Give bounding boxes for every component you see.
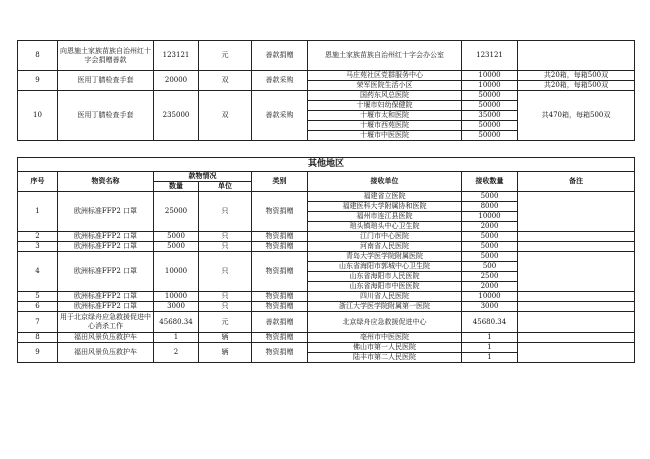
item-name-cell: 欧洲标准FFP2 口罩 bbox=[58, 232, 154, 242]
recipient-cell: 山东省海阳市郭城中心卫生院 bbox=[308, 262, 462, 272]
quantity-cell: 123121 bbox=[154, 41, 199, 71]
recipient-cell: 河南省人民医院 bbox=[308, 242, 462, 252]
header-unit: 单位 bbox=[199, 182, 252, 192]
unit-cell: 只 bbox=[199, 252, 252, 292]
item-name-cell: 福田风景负压救护车 bbox=[58, 333, 154, 343]
quantity-cell: 20000 bbox=[154, 71, 199, 91]
recipient-cell: 十堰市妇幼保健院 bbox=[308, 101, 462, 111]
recipient-cell: 北京绿舟应急救援促进中心 bbox=[308, 312, 462, 333]
item-name-cell: 欧洲标准FFP2 口罩 bbox=[58, 252, 154, 292]
recipient-qty-cell: 5000 bbox=[462, 242, 518, 252]
header-name: 物资名称 bbox=[58, 172, 154, 192]
recipient-cell: 福州市连江县医院 bbox=[308, 212, 462, 222]
recipient-qty-cell: 5000 bbox=[462, 232, 518, 242]
seq-cell: 7 bbox=[18, 312, 58, 333]
seq-cell: 9 bbox=[18, 71, 58, 91]
recipient-cell: 十堰市太和医院 bbox=[308, 111, 462, 121]
quantity-cell: 235000 bbox=[154, 91, 199, 141]
unit-cell: 辆 bbox=[199, 333, 252, 343]
item-name-cell: 欧洲标准FFP2 口罩 bbox=[58, 292, 154, 302]
recipient-cell: 青岛大学医学院附属医院 bbox=[308, 252, 462, 262]
recipient-qty-cell: 1 bbox=[462, 333, 518, 343]
note-cell bbox=[518, 192, 635, 232]
table-row bbox=[18, 71, 635, 81]
recipient-cell: 荣军医院生活小区 bbox=[308, 81, 462, 91]
header-type: 类别 bbox=[252, 172, 308, 192]
recipient-qty-cell: 10000 bbox=[462, 81, 518, 91]
item-name-cell: 欧洲标准FFP2 口罩 bbox=[58, 302, 154, 312]
recipient-cell: 国药东风总医院 bbox=[308, 91, 462, 101]
table-row bbox=[18, 192, 635, 202]
header-group: 款物情况 bbox=[154, 172, 252, 182]
note-cell bbox=[518, 41, 635, 71]
recipient-qty-cell: 5000 bbox=[462, 252, 518, 262]
recipient-cell: 福建省立医院 bbox=[308, 192, 462, 202]
item-name-cell: 用于北京绿舟应急救援促进中心消杀工作 bbox=[58, 312, 154, 333]
table-row bbox=[18, 343, 635, 353]
recipient-qty-cell: 500 bbox=[462, 262, 518, 272]
note-cell bbox=[518, 292, 635, 302]
item-name-cell: 医用丁腈检查手套 bbox=[58, 71, 154, 91]
note-cell bbox=[518, 252, 635, 292]
unit-cell: 双 bbox=[199, 71, 252, 91]
seq-cell: 8 bbox=[18, 333, 58, 343]
recipient-qty-cell: 2000 bbox=[462, 222, 518, 232]
category-cell: 善款捐赠 bbox=[252, 41, 308, 71]
note-cell bbox=[518, 333, 635, 343]
seq-cell: 1 bbox=[18, 192, 58, 232]
quantity-cell: 2 bbox=[154, 343, 199, 363]
unit-cell: 元 bbox=[199, 41, 252, 71]
item-name-cell: 医用丁腈检查手套 bbox=[58, 91, 154, 141]
recipient-qty-cell: 8000 bbox=[462, 202, 518, 212]
note-cell bbox=[518, 232, 635, 242]
quantity-cell: 10000 bbox=[154, 292, 199, 302]
category-cell: 善款采购 bbox=[252, 71, 308, 91]
item-name-cell: 向恩施土家族苗族自治州红十字会捐赠善款 bbox=[58, 41, 154, 71]
recipient-qty-cell: 50000 bbox=[462, 91, 518, 101]
recipient-qty-cell: 45680.34 bbox=[462, 312, 518, 333]
seq-cell: 5 bbox=[18, 292, 58, 302]
seq-cell: 6 bbox=[18, 302, 58, 312]
note-cell bbox=[518, 302, 635, 312]
category-cell: 物资捐赠 bbox=[252, 252, 308, 292]
seq-cell: 8 bbox=[18, 41, 58, 71]
recipient-qty-cell: 50000 bbox=[462, 121, 518, 131]
recipient-qty-cell: 10000 bbox=[462, 292, 518, 302]
recipient-cell: 山东省海阳市人民医院 bbox=[308, 272, 462, 282]
recipient-cell: 十堰市中医医院 bbox=[308, 131, 462, 141]
recipient-qty-cell: 10000 bbox=[462, 212, 518, 222]
note-cell bbox=[518, 242, 635, 252]
item-name-cell: 欧洲标准FFP2 口罩 bbox=[58, 192, 154, 232]
unit-cell: 双 bbox=[199, 91, 252, 141]
category-cell: 物资捐赠 bbox=[252, 192, 308, 232]
quantity-cell: 5000 bbox=[154, 242, 199, 252]
recipient-qty-cell: 123121 bbox=[462, 41, 518, 71]
recipient-cell: 陆丰市第二人民医院 bbox=[308, 353, 462, 363]
header-note: 备注 bbox=[518, 172, 635, 192]
recipient-cell: 浙江大学医学院附属第一医院 bbox=[308, 302, 462, 312]
note-cell bbox=[518, 343, 635, 363]
category-cell: 物资捐赠 bbox=[252, 302, 308, 312]
table-row bbox=[18, 292, 635, 302]
recipient-cell: 四川省人民医院 bbox=[308, 292, 462, 302]
table-row bbox=[18, 41, 635, 71]
category-cell: 物资捐赠 bbox=[252, 343, 308, 363]
header-seq: 序号 bbox=[18, 172, 58, 192]
table-row bbox=[18, 252, 635, 262]
category-cell: 善款采购 bbox=[252, 91, 308, 141]
seq-cell: 3 bbox=[18, 242, 58, 252]
recipient-cell: 十堰市西苑医院 bbox=[308, 121, 462, 131]
unit-cell: 辆 bbox=[199, 343, 252, 363]
category-cell: 物资捐赠 bbox=[252, 292, 308, 302]
table-row bbox=[18, 312, 635, 333]
header-qty: 数量 bbox=[154, 182, 199, 192]
quantity-cell: 1 bbox=[154, 333, 199, 343]
unit-cell: 只 bbox=[199, 192, 252, 232]
seq-cell: 4 bbox=[18, 252, 58, 292]
table-row bbox=[18, 302, 635, 312]
seq-cell: 2 bbox=[18, 232, 58, 242]
category-cell: 物资捐赠 bbox=[252, 242, 308, 252]
unit-cell: 只 bbox=[199, 232, 252, 242]
table-row bbox=[18, 333, 635, 343]
recipient-qty-cell: 2500 bbox=[462, 272, 518, 282]
recipient-qty-cell: 10000 bbox=[462, 71, 518, 81]
recipient-qty-cell: 2000 bbox=[462, 282, 518, 292]
unit-cell: 只 bbox=[199, 242, 252, 252]
category-cell: 物资捐赠 bbox=[252, 333, 308, 343]
table-row bbox=[18, 242, 635, 252]
unit-cell: 只 bbox=[199, 292, 252, 302]
seq-cell: 10 bbox=[18, 91, 58, 141]
recipient-qty-cell: 3000 bbox=[462, 302, 518, 312]
table-row bbox=[18, 91, 635, 101]
recipient-qty-cell: 50000 bbox=[462, 131, 518, 141]
seq-cell: 9 bbox=[18, 343, 58, 363]
item-name-cell: 欧洲标准FFP2 口罩 bbox=[58, 242, 154, 252]
recipient-cell: 亳州市中医医院 bbox=[308, 333, 462, 343]
note-cell: 共20箱，每箱500双 bbox=[518, 71, 635, 81]
recipient-cell: 福建医科大学附属协和医院 bbox=[308, 202, 462, 212]
quantity-cell: 3000 bbox=[154, 302, 199, 312]
unit-cell: 只 bbox=[199, 302, 252, 312]
note-cell: 共20箱，每箱500双 bbox=[518, 81, 635, 91]
recipient-cell: 马庄苑社区党群服务中心 bbox=[308, 71, 462, 81]
quantity-cell: 10000 bbox=[154, 252, 199, 292]
category-cell: 物资捐赠 bbox=[252, 232, 308, 242]
quantity-cell: 25000 bbox=[154, 192, 199, 232]
recipient-cell: 江门市中心医院 bbox=[308, 232, 462, 242]
top-table bbox=[17, 40, 635, 141]
recipient-qty-cell: 50000 bbox=[462, 101, 518, 111]
recipient-cell: 恩施土家族苗族自治州红十字会办公室 bbox=[308, 41, 462, 71]
quantity-cell: 45680.34 bbox=[154, 312, 199, 333]
header-recv-qty: 接收数量 bbox=[462, 172, 518, 192]
recipient-cell: 佛山市第一人民医院 bbox=[308, 343, 462, 353]
bottom-table bbox=[17, 157, 635, 363]
category-cell: 善款捐赠 bbox=[252, 312, 308, 333]
recipient-qty-cell: 35000 bbox=[462, 111, 518, 121]
quantity-cell: 5000 bbox=[154, 232, 199, 242]
recipient-qty-cell: 1 bbox=[462, 353, 518, 363]
recipient-qty-cell: 1 bbox=[462, 343, 518, 353]
note-cell bbox=[518, 312, 635, 333]
unit-cell: 元 bbox=[199, 312, 252, 333]
note-cell: 共470箱，每箱500双 bbox=[518, 91, 635, 141]
section-title: 其他地区 bbox=[18, 158, 635, 172]
recipient-cell: 山东省海阳市中医医院 bbox=[308, 282, 462, 292]
recipient-qty-cell: 5000 bbox=[462, 192, 518, 202]
recipient-cell: 琯头镇琯头中心卫生院 bbox=[308, 222, 462, 232]
table-row bbox=[18, 232, 635, 242]
header-recipient: 接收单位 bbox=[308, 172, 462, 192]
item-name-cell: 福田风景负压救护车 bbox=[58, 343, 154, 363]
